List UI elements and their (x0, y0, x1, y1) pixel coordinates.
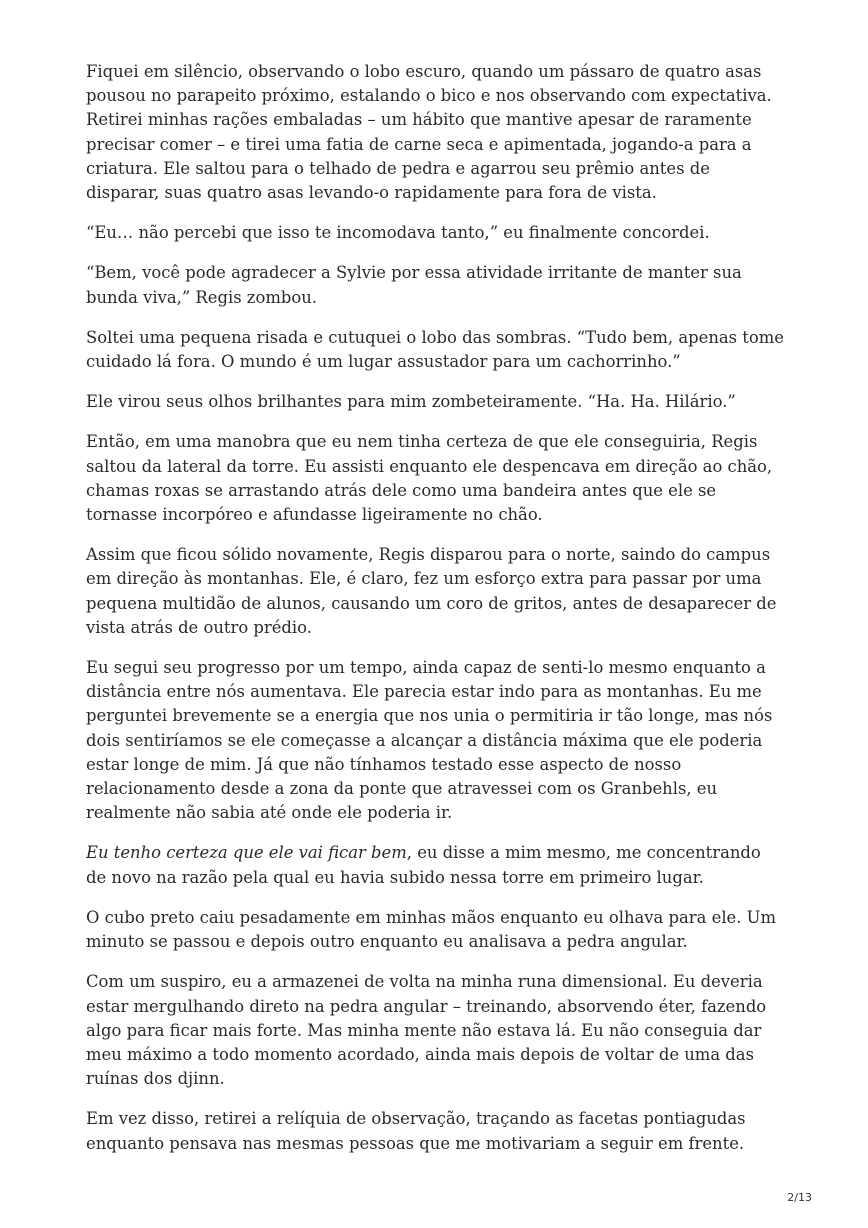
paragraph-11: Com um suspiro, eu a armazenei de volta na minha runa dimensional. Eu deveria estar mergulhando direto na pedra angular – treinando, absorvendo éter, fazendo algo para ficar mais forte. Mas minha mente não estava lá. Eu não conseguia dar meu máximo a todo momento acordado, ainda mais depois de voltar de uma das ruínas dos djinn. (86, 972, 767, 1089)
paragraph-9 (86, 841, 786, 889)
paragraph-9-italic: Eu tenho certeza que ele vai ficar bem (86, 843, 407, 863)
paragraph-3: “Bem, você pode agradecer a Sylvie por essa atividade irritante de manter sua bunda viva,” Regis zombou. (86, 263, 742, 307)
paragraph-2: “Eu… não percebi que isso te incomodava tanto,” eu finalmente concordei. (86, 223, 710, 243)
paragraph-6: Então, em uma manobra que eu nem tinha certeza de que ele conseguiria, Regis saltou da lateral da torre. Eu assisti enquanto ele despencava em direção ao chão, chamas roxas se arrastando atrás dele como uma bandeira antes que ele se tornasse incorpóreo e afundasse ligeiramente no chão. (86, 432, 773, 525)
paragraph-5: Ele virou seus olhos brilhantes para mim zombeteiramente. “Ha. Ha. Hilário.” (86, 392, 736, 412)
document-body (86, 60, 786, 1172)
paragraph-12: Em vez disso, retirei a relíquia de observação, traçando as facetas pontiagudas enquanto pensava nas mesmas pessoas que me motivariam a seguir em frente. (86, 1109, 746, 1153)
paragraph-8: Eu segui seu progresso por um tempo, ainda capaz de senti-lo mesmo enquanto a distância entre nós aumentava. Ele parecia estar indo para as montanhas. Eu me perguntei brevemente se a energia que nos unia o permitiria ir tão longe, mas nós dois sentiríamos se ele começasse a alcançar a distância máxima que ele poderia estar longe de mim. Já que não tínhamos testado esse aspecto de nosso relacionamento desde a zona da ponte que atravessei com os Granbehls, eu realmente não sabia até onde ele poderia ir. (86, 658, 773, 823)
paragraph-7: Assim que ficou sólido novamente, Regis disparou para o norte, saindo do campus em direção às montanhas. Ele, é claro, fez um esforço extra para passar por uma pequena multidão de alunos, causando um coro de gritos, antes de desaparecer de vista atrás de outro prédio. (86, 545, 777, 637)
paragraph-1: Fiquei em silêncio, observando o lobo escuro, quando um pássaro de quatro asas pousou no parapeito próximo, estalando o bico e nos observando com expectativa. Retirei minhas rações embaladas – um hábito que mantive apesar de raramente precisar comer – e tirei uma fatia de carne seca e apimentada, jogando-a para a criatura. Ele saltou para o telhado de pedra e agarrou seu prêmio antes de disparar, suas quatro asas levando-o rapidamente para fora de vista. (86, 62, 772, 203)
paragraph-10: O cubo preto caiu pesadamente em minhas mãos enquanto eu olhava para ele. Um minuto se passou e depois outro enquanto eu analisava a pedra angular. (86, 907, 777, 952)
paragraph-4: Soltei uma pequena risada e cutuquei o lobo das sombras. “Tudo bem, apenas tome cuidado lá fora. O mundo é um lugar assustador para um cachorrinho.” (86, 327, 784, 372)
paragraph-9-text: , eu disse a mim mesmo, me concentrando de novo na razão pela qual eu havia subido nessa torre em primeiro lugar. (86, 843, 761, 887)
page-number: 2/13 (787, 1191, 812, 1204)
